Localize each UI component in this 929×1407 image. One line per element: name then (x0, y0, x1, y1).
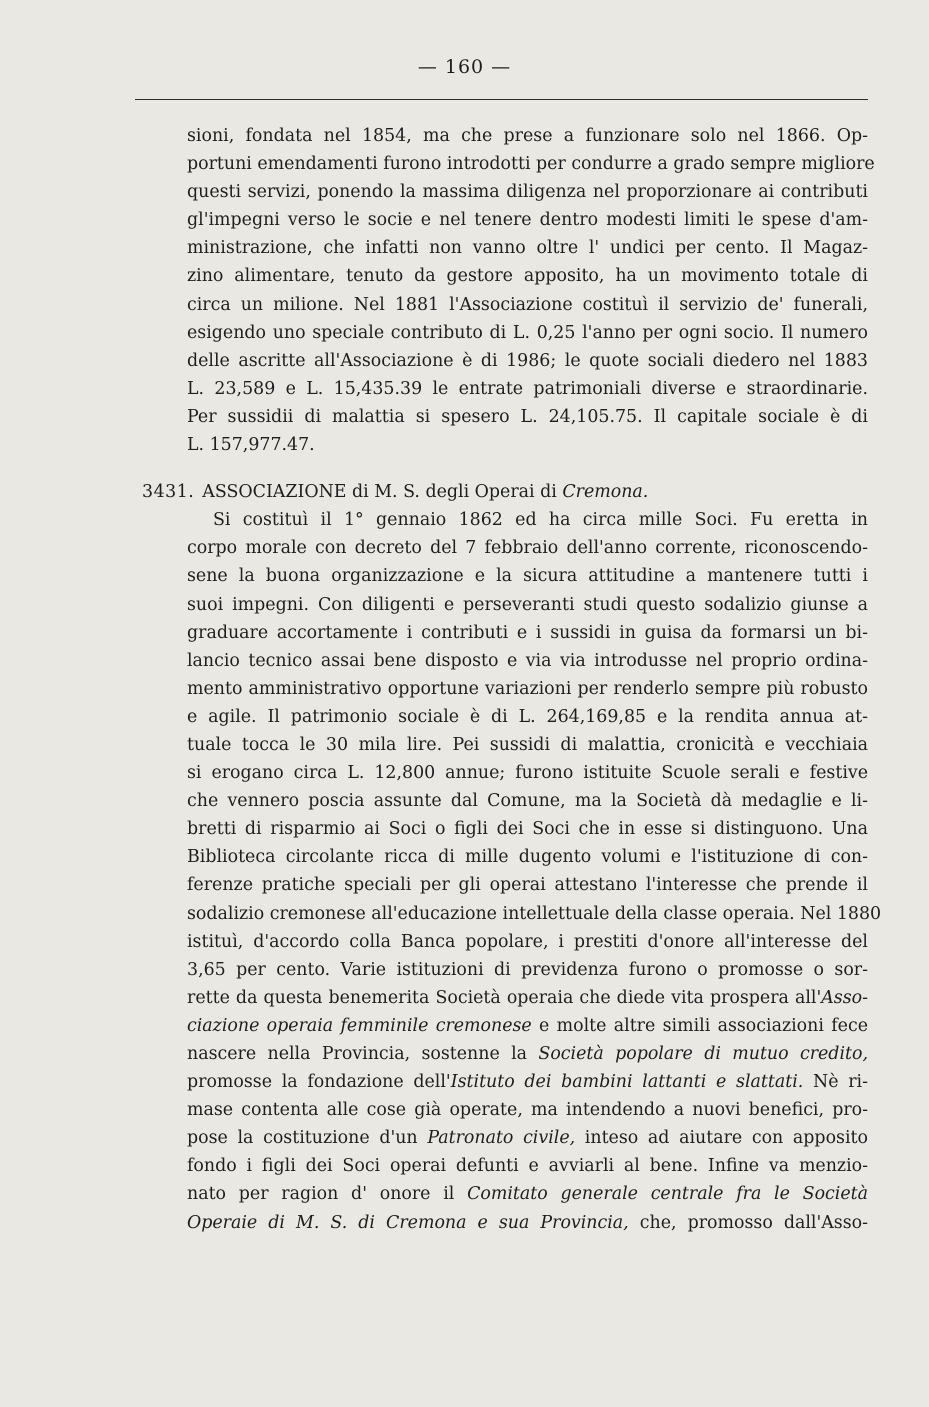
text-line: tuale tocca le 30 mila lire. Pei sussidi di malattia, cronicità e vecchiaia (187, 734, 868, 755)
text-line: ministrazione, che infatti non vanno oltre l' undici per cento. Il Magaz- (187, 238, 868, 259)
text-line: portuni emendamenti furono introdotti per condurre a grado sempre migliore (187, 154, 875, 175)
italic-run: ciazione operaia femminile cremonese (187, 1015, 532, 1036)
text-line (187, 1124, 868, 1152)
page-body (142, 122, 882, 1237)
text-line (187, 984, 868, 1012)
text-line: istituì, d'accordo colla Banca popolare, i prestiti d'onore all'interesse del (187, 931, 868, 952)
paragraph-entry-3431 (187, 506, 882, 1236)
text-line: ferenze pratiche speciali per gli operai attestano l'interesse che prende il (187, 875, 868, 896)
text-line: suoi impegni. Con diligenti e perseveranti studi questo sodalizio giunse a (187, 594, 868, 615)
text-line (187, 1180, 868, 1208)
text-line (187, 1012, 868, 1040)
entry-number: 3431. (142, 482, 195, 503)
italic-run: Comitato generale centrale fra le Società (467, 1184, 868, 1205)
text-line: graduare accortamente i contributi e i sussidi in guisa da formarsi un bi- (187, 622, 868, 643)
text-line: Si costituì il 1° gennaio 1862 ed ha circa mille Soci. Fu eretta in (213, 510, 868, 531)
text-line: Biblioteca circolante ricca di mille dugento volumi e l'istituzione di con- (187, 847, 868, 868)
text-line: mase contenta alle cose già operate, ma intendendo a nuovi benefici, pro- (187, 1100, 868, 1121)
italic-run: Società popolare di mutuo credito, (538, 1044, 868, 1064)
text-line (187, 1068, 868, 1096)
text-line: zino alimentare, tenuto da gestore apposito, ha un movimento totale di (187, 266, 868, 287)
entry-title-city: Cremona. (562, 482, 649, 503)
text-line: sioni, fondata nel 1854, ma che prese a funzionare solo nel 1866. Op- (187, 126, 868, 146)
text-run: pose la costituzione d'un (187, 1128, 428, 1149)
text-run: Nè ri- (803, 1072, 868, 1093)
italic-run: Asso- (821, 987, 868, 1008)
entry-spacer (187, 459, 868, 478)
text-line: delle ascritte all'Associazione è di 1986; le quote sociali diedero nel 1883 (187, 350, 868, 371)
text-line: esigendo uno speciale contributo di L. 0,25 l'anno per ogni socio. Il numero (187, 322, 868, 343)
text-line (187, 1209, 868, 1237)
text-line: mento amministrativo opportune variazioni per renderlo sempre più robusto (187, 678, 868, 699)
text-run: nascere nella Provincia, sostenne la (187, 1044, 539, 1064)
text-line: corpo morale con decreto del 7 febbraio dell'anno corrente, riconoscendo- (187, 538, 868, 559)
text-line: circa un milione. Nel 1881 l'Associazione costituì il servizio de' funerali, (187, 294, 868, 315)
italic-run: Patronato civile, (427, 1128, 576, 1149)
text-run: rette da questa benemerita Società operaia che diede vita prospera all' (187, 987, 822, 1008)
text-run: inteso ad aiutare con apposito (575, 1128, 868, 1149)
text-line: bretti di risparmio ai Soci o figli dei Soci che in esse si distinguono. Una (187, 819, 868, 840)
text-run: che, promosso dall'Asso- (628, 1212, 869, 1233)
text-line: gl'impegni verso le socie e nel tenere dentro modesti limiti le spese d'am- (187, 210, 868, 231)
header-rule (135, 99, 868, 100)
text-line: 3,65 per cento. Varie istituzioni di previdenza furono o promosse o sor- (187, 959, 868, 980)
text-run: e molte altre simili associazioni fece (531, 1015, 868, 1036)
text-line: fondo i figli dei Soci operai defunti e avviarli al bene. Infine va menzio- (187, 1156, 868, 1177)
text-line: L. 157,977.47. (187, 435, 315, 456)
entry-heading (142, 478, 868, 506)
text-line: sene la buona organizzazione e la sicura attitudine a mantenere tutti i (187, 566, 868, 587)
text-line: che vennero poscia assunte dal Comune, ma la Società dà medaglie e li- (187, 791, 868, 812)
text-line (187, 1040, 868, 1068)
text-line: L. 23,589 e L. 15,435.39 le entrate patrimoniali diverse e straordinarie. (187, 378, 868, 399)
paragraph-continuation (187, 122, 875, 459)
text-line: questi servizi, ponendo la massima diligenza nel proporzionare ai contributi (187, 182, 868, 203)
page-number: — 160 — (417, 56, 512, 78)
italic-run: Istituto dei bambini lattanti e slattati. (450, 1072, 804, 1093)
text-line: lancio tecnico assai bene disposto e via via introdusse nel proprio ordina- (187, 650, 868, 671)
text-line: Per sussidii di malattia si spesero L. 24,105.75. Il capitale sociale è di (187, 406, 868, 427)
text-run: promosse la fondazione dell' (187, 1072, 451, 1093)
text-line: e agile. Il patrimonio sociale è di L. 264,169,85 e la rendita annua at- (187, 706, 868, 727)
text-line: si erogano circa L. 12,800 annue; furono istituite Scuole serali e festive (187, 763, 868, 784)
italic-run: Operaie di M. S. di Cremona e sua Provincia, (187, 1212, 629, 1233)
text-line: sodalizio cremonese all'educazione intellettuale della classe operaia. Nel 1880 (187, 903, 882, 924)
entry-title: ASSOCIAZIONE di M. S. degli Operai di (202, 482, 557, 503)
text-run: nato per ragion d' onore il (187, 1184, 468, 1205)
